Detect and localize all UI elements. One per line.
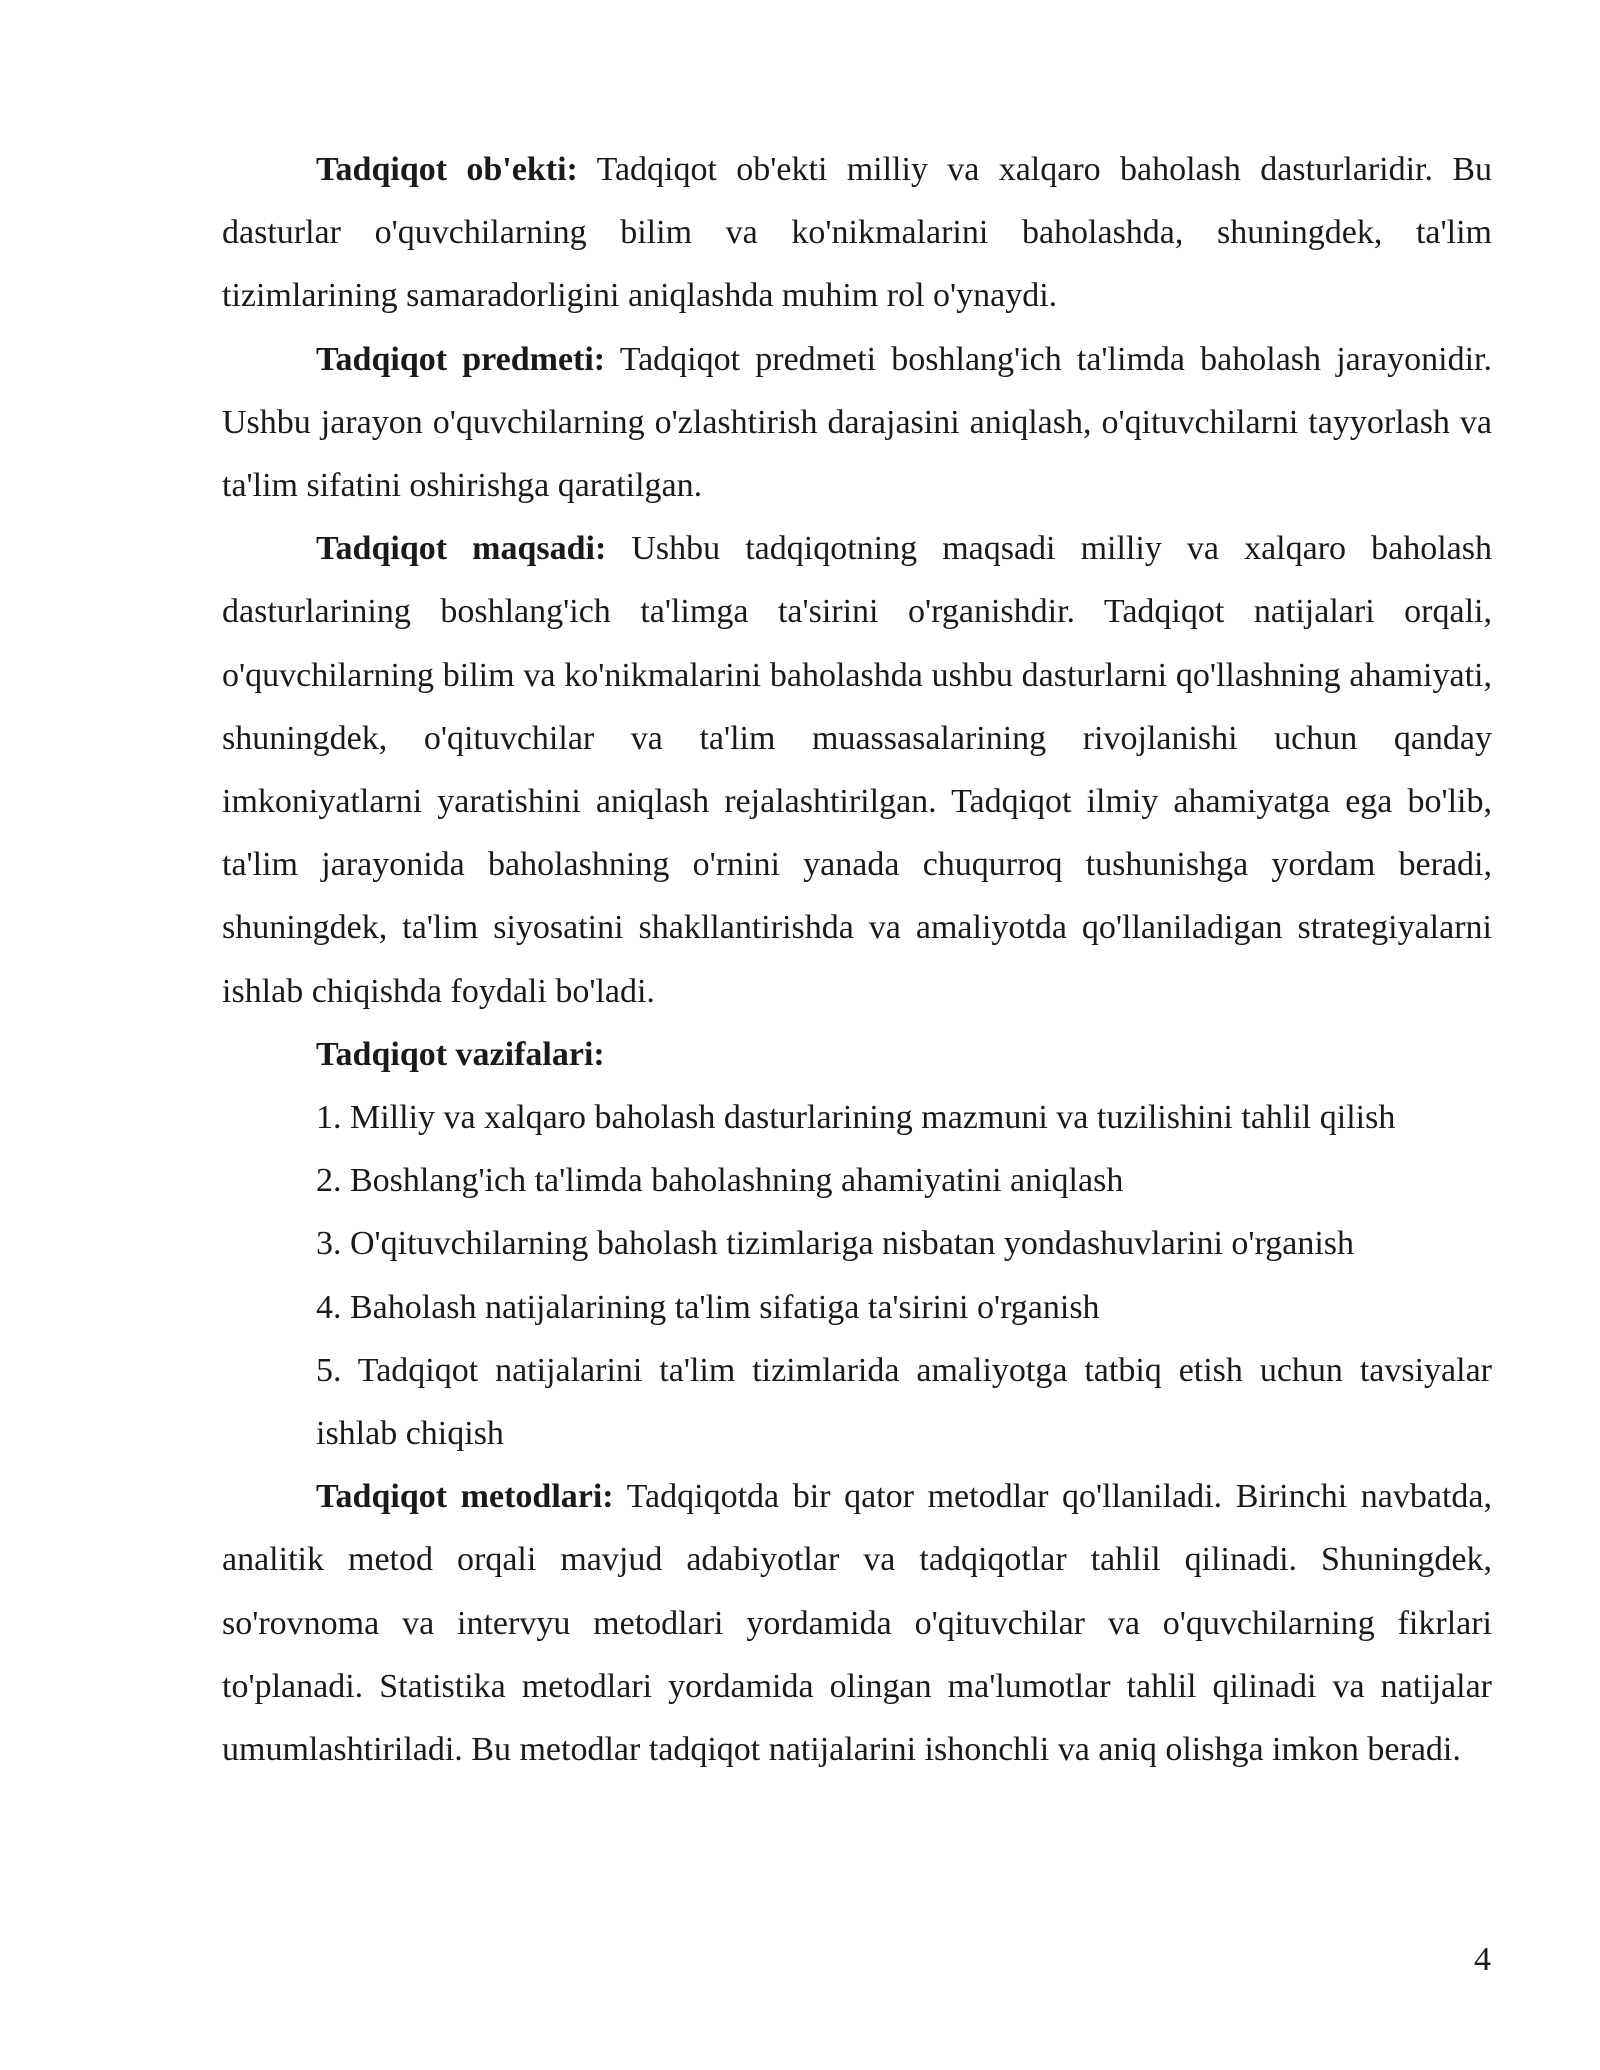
paragraph-subject — [222, 328, 1492, 518]
list-item: 3. O'qituvchilarning baholash tizimlariga nisbatan yondashuvlarini o'rganish — [316, 1225, 1355, 1263]
object-label: Tadqiqot ob'ekti: — [316, 151, 578, 188]
list-item: 5. Tadqiqot natijalarini ta'lim tizimlarida amaliyotga tatbiq etish uchun tavsiyalar ishlab chiqish — [316, 1351, 1492, 1453]
list-item: 1. Milliy va xalqaro baholash dasturlarining mazmuni va tuzilishini tahlil qilish — [316, 1099, 1396, 1137]
paragraph-object — [222, 138, 1492, 328]
object-text: Tadqiqot ob'ekti milliy va xalqaro baholash dasturlaridir. Bu dasturlar o'quvchilarning bilim va ko'nikmalarini baholashda, shuningdek, ta'lim tizimlarining samaradorligini aniqlashda muhim rol o'ynaydi. — [222, 151, 1492, 315]
paragraph-methods — [222, 1465, 1492, 1781]
subject-text: Tadqiqot predmeti boshlang'ich ta'limda baholash jarayonidir. Ushbu jarayon o'quvchilarning o'zlashtirish darajasini aniqlash, o'qituvchilarni tayyorlash va ta'lim sifatini oshirishga qaratilgan. — [222, 340, 1492, 505]
goal-text: Ushbu tadqiqotning maqsadi milliy va xalqaro baholash dasturlarining boshlang'ich ta'limga ta'sirini o'rganishdir. Tadqiqot natijalari orqali, o'quvchilarning bilim va ko'nikmalarini baholashda ushbu dasturlarni qo'llashning ahamiyati, shuningdek, o'qituvchilar va ta'lim muassasalarining rivojlanishi uchun qanday imkoniyatlarni yaratishini aniqlash rejalashtirilgan. Tadqiqot ilmiy ahamiyatga ega bo'lib, ta'lim jarayonida baholashning o'rnini yanada chuqurroq tushunishga yordam beradi, shuningdek, ta'lim siyosatini shakllantirishda va amaliyotda qo'llaniladigan strategiyalarni ishlab chiqishda foydali bo'ladi. — [222, 530, 1492, 1010]
methods-text: Tadqiqotda bir qator metodlar qo'llaniladi. Birinchi navbatda, analitik metod orqali mavjud adabiyotlar va tadqiqotlar tahlil qilinadi. Shuningdek, so'rovnoma va intervyu metodlari yordamida o'qituvchilar va o'quvchilarning fikrlari to'planadi. Statistika metodlari yordamida olingan ma'lumotlar tahlil qilinadi va natijalar umumlashtiriladi. Bu metodlar tadqiqot natijalarini ishonchli va aniq olishga imkon beradi. — [222, 1478, 1492, 1769]
list-item: 4. Baholash natijalarining ta'lim sifatiga ta'sirini o'rganish — [316, 1288, 1100, 1326]
page-number: 4 — [1474, 1941, 1491, 1978]
subject-label: Tadqiqot predmeti: — [316, 340, 606, 378]
tasks-heading: Tadqiqot vazifalari: — [316, 1035, 605, 1073]
list-item: 2. Boshlang'ich ta'limda baholashning ahamiyatini aniqlash — [316, 1162, 1124, 1200]
paragraph-goal — [222, 517, 1492, 1023]
goal-label: Tadqiqot maqsadi: — [316, 530, 607, 568]
methods-label: Tadqiqot metodlari: — [316, 1478, 614, 1516]
document-body — [222, 138, 1492, 1781]
tasks-list — [222, 1086, 1492, 1465]
